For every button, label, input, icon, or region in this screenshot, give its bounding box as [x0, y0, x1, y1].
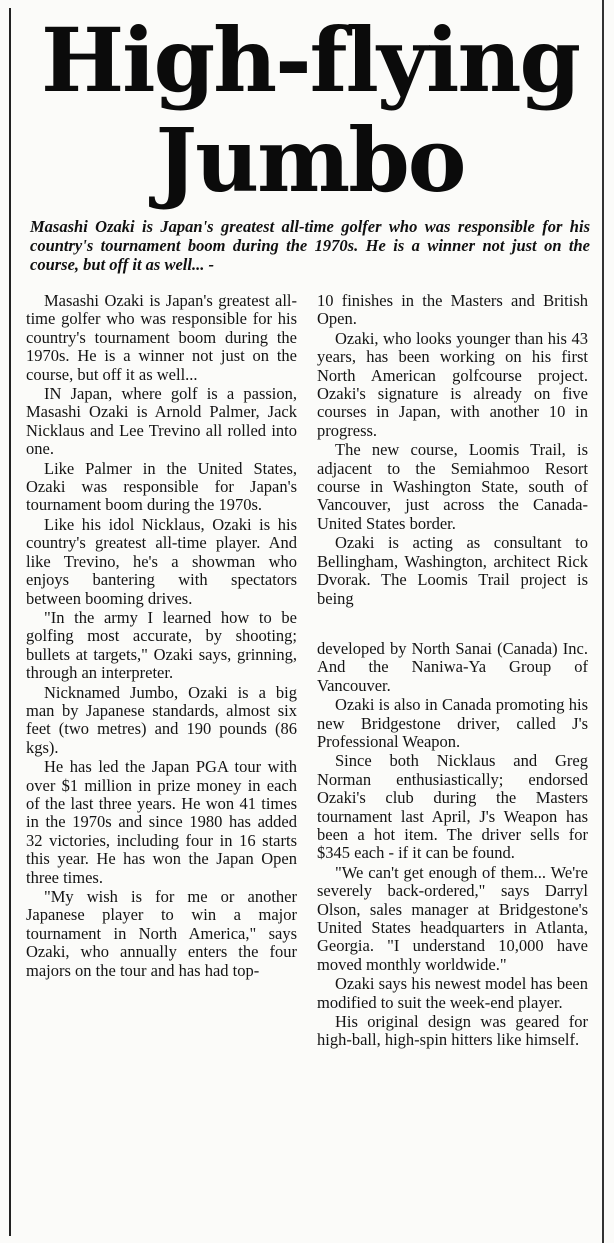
paragraph: Ozaki is also in Canada promoting his new Bridgestone driver, called J's Professional Weapon.: [317, 695, 588, 751]
right-column: [317, 292, 588, 1051]
article-deck: Masashi Ozaki is Japan's greatest all-time golfer who was responsible for his country's tournament boom during the 1970s. He is a winner not just on the course, but off it as well... -: [30, 217, 590, 274]
headline-line-2: Jumbo: [155, 108, 465, 212]
paragraph: Ozaki, who looks younger than his 43 years, has been working on his first North American golfcourse project. Ozaki's signature is already on five courses in Japan, with another 10 in progress.: [317, 328, 588, 440]
headline: [20, 10, 600, 210]
paragraph: "In the army I learned how to be golfing most accurate, by shooting; bullets at targets," Ozaki says, grinning, through an interpreter.: [26, 607, 297, 683]
paragraph: Ozaki says his newest model has been modified to suit the week-end player.: [317, 974, 588, 1012]
paragraph: Like Palmer in the United States, Ozaki was responsible for Japan's tournament boom during the 1970s.: [26, 458, 297, 515]
right-edge-rule: [602, 0, 604, 1243]
paragraph: "We can't get enough of them... We're severely back-ordered," says Darryl Olson, sales manager at Bridgestone's United States headquarters in Atlanta, Georgia. "I understand 10,000 have moved monthly worldwide.": [317, 862, 588, 974]
paragraph: Like his idol Nicklaus, Ozaki is his country's greatest all-time player. And like Trevino, he's a showman who enjoys bantering with spectators between booming drives.: [26, 514, 297, 608]
paragraph: Ozaki is acting as consultant to Bellingham, Washington, architect Rick Dvorak. The Loomis Trail project is being: [317, 533, 588, 608]
headline-line-1: High-flying: [41, 8, 579, 112]
column-break-gap: [317, 609, 588, 640]
paragraph: The new course, Loomis Trail, is adjacent to the Semiahmoo Resort course in Washington State, south of Vancouver, just across the Canada-United States border.: [317, 440, 588, 533]
left-column-rule: [9, 8, 11, 1236]
paragraph: "My wish is for me or another Japanese player to win a major tournament in North America," says Ozaki, who annually enters the four majors on the tour and has had top-: [26, 887, 297, 980]
paragraph: Since both Nicklaus and Greg Norman enthusiastically; endorsed Ozaki's club during the Masters tournament last April, J's Weapon has been a hot item. The driver sells for $345 each - if it can be found.: [317, 751, 588, 863]
paragraph: IN Japan, where golf is a passion, Masashi Ozaki is Arnold Palmer, Jack Nicklaus and Lee Trevino all rolled into one.: [26, 384, 297, 459]
left-column: [26, 292, 297, 981]
paragraph: Masashi Ozaki is Japan's greatest all-time golfer who was responsible for his country's tournament boom during the 1970s. He is a winner not just on the course, but off it as well...: [26, 291, 297, 384]
paragraph: He has led the Japan PGA tour with over $1 million in prize money in each of the last three years. He won 41 times in the 1970s and since 1980 has added 32 victories, including four in 16 starts this year. He has won the Japan Open three times.: [26, 757, 297, 887]
paragraph: His original design was geared for high-ball, high-spin hitters like himself.: [317, 1012, 588, 1050]
paragraph: Nicknamed Jumbo, Ozaki is a big man by Japanese standards, almost six feet (two metres) and 190 pounds (86 kgs).: [26, 682, 297, 757]
paragraph: developed by North Sanai (Canada) Inc. And the Naniwa-Ya Group of Vancouver.: [317, 638, 588, 695]
paragraph: 10 finishes in the Masters and British Open.: [317, 291, 588, 329]
